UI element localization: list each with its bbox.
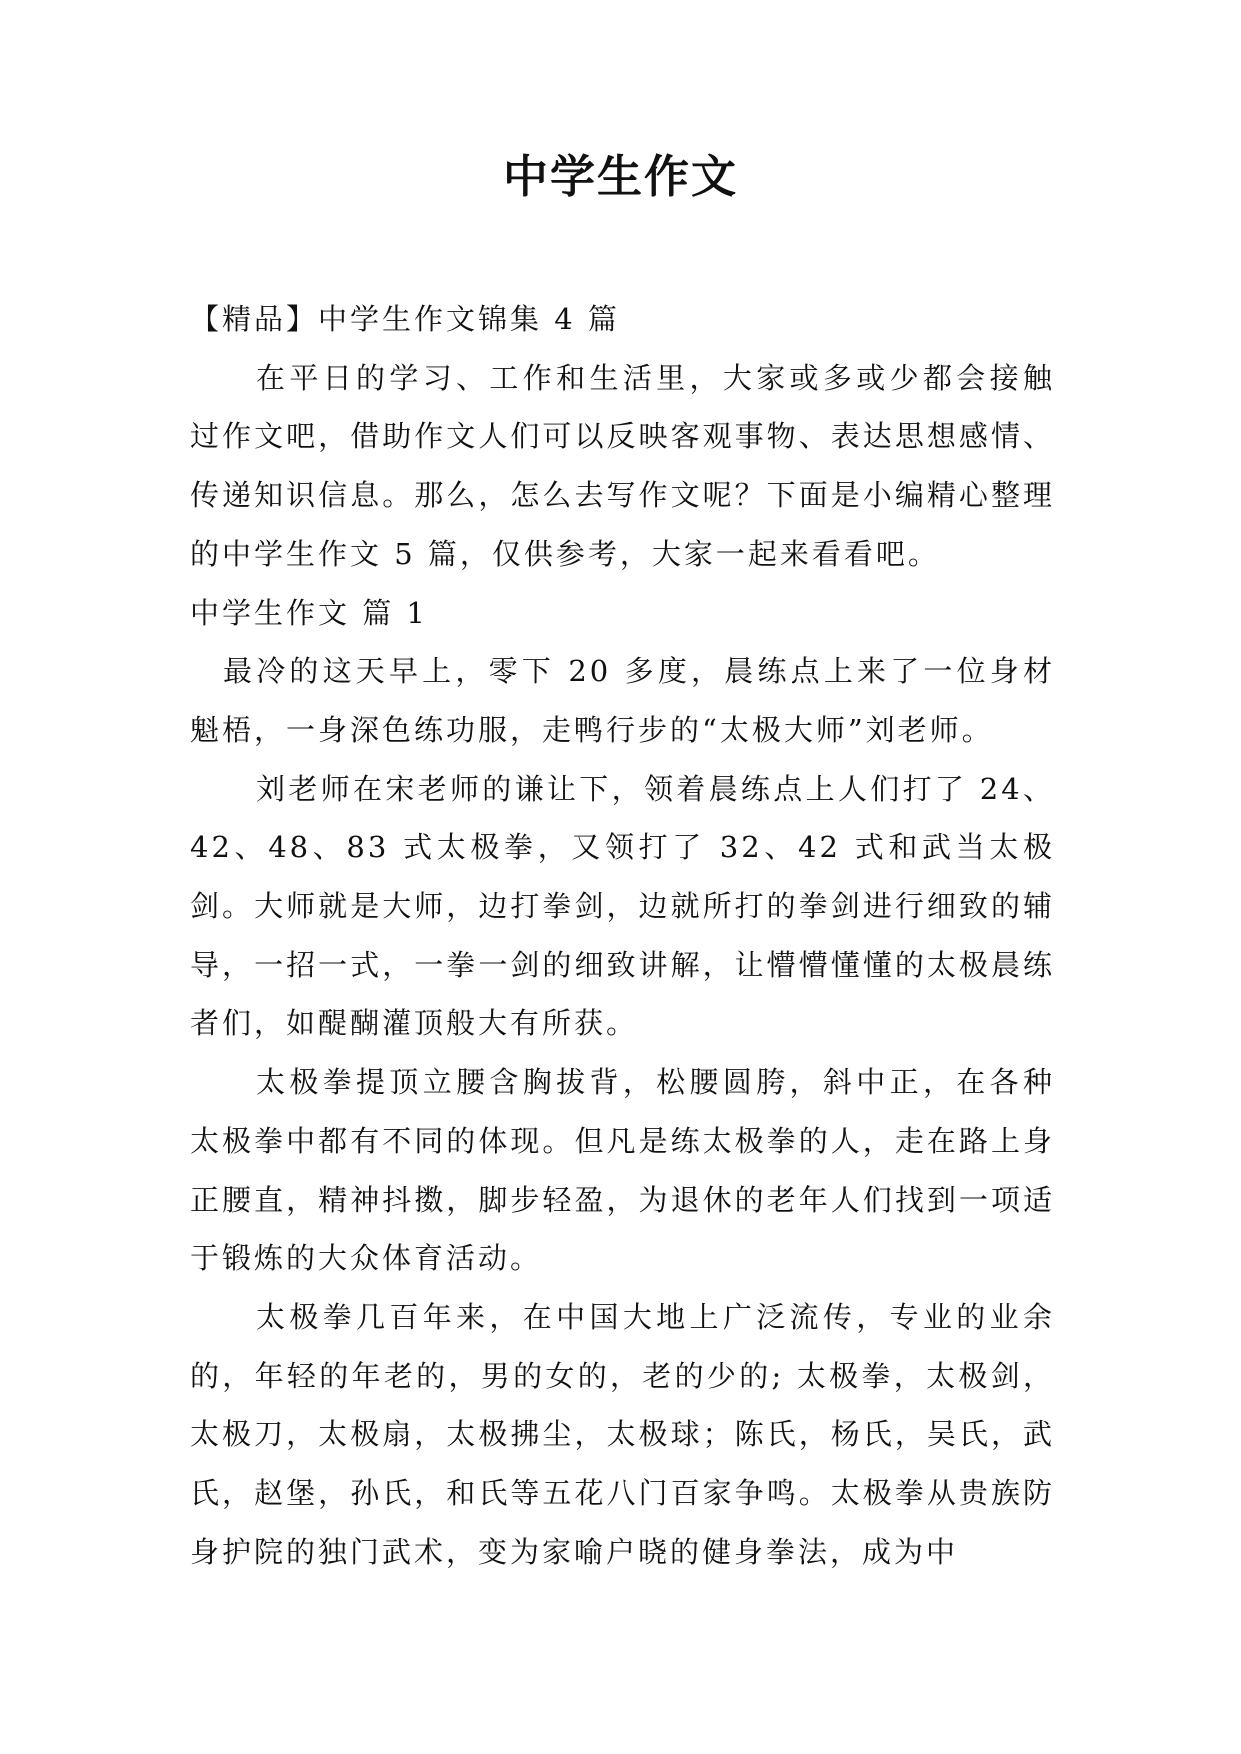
document-title: 中学生作文 (502, 150, 738, 203)
document-heading: 【精品】中学生作文锦集 4 篇 (190, 302, 620, 336)
paragraph-4: 太极拳几百年来，在中国大地上广泛流传，专业的业余的，年轻的年老的，男的女的，老的少的; 太极拳，太极剑，太极刀，太极扇，太极拂尘，太极球；陈氏，杨氏，吴氏，武氏，赵堡，孙氏，和氏等五花八门百家争鸣。太极拳从贵族防身护院的独门武术，变为家喻户晓的健身拳法，成为中 (190, 1299, 1055, 1569)
paragraph-1: 最冷的这天早上，零下 20 多度，晨练点上来了一位身材魁梧，一身深色练功服，走鸭行步的“太极大师”刘老师。 (190, 654, 1055, 747)
document-body (190, 290, 1055, 1581)
paragraph-2: 刘老师在宋老师的谦让下，领着晨练点上人们打了 24、42、48、83 式太极拳，又领打了 32、42 式和武当太极剑。大师就是大师，边打拳剑，边就所打的拳剑进行细致的辅导，一招一式，一拳一剑的细致讲解，让懵懵懂懂的太极晨练者们，如醍醐灌顶般大有所获。 (190, 771, 1055, 1041)
intro-paragraph: 在平日的学习、工作和生活里，大家或多或少都会接触过作文吧，借助作文人们可以反映客观事物、表达思想感情、传递知识信息。那么，怎么去写作文呢？下面是小编精心整理的中学生作文 5 篇，仅供参考，大家一起来看看吧。 (190, 360, 1055, 571)
section-title: 中学生作文 篇 1 (190, 595, 428, 630)
paragraph-3: 太极拳提顶立腰含胸拔背，松腰圆胯，斜中正，在各种太极拳中都有不同的体现。但凡是练太极拳的人，走在路上身正腰直，精神抖擞，脚步轻盈，为退休的老年人们找到一项适于锻炼的大众体育活动。 (190, 1065, 1055, 1276)
